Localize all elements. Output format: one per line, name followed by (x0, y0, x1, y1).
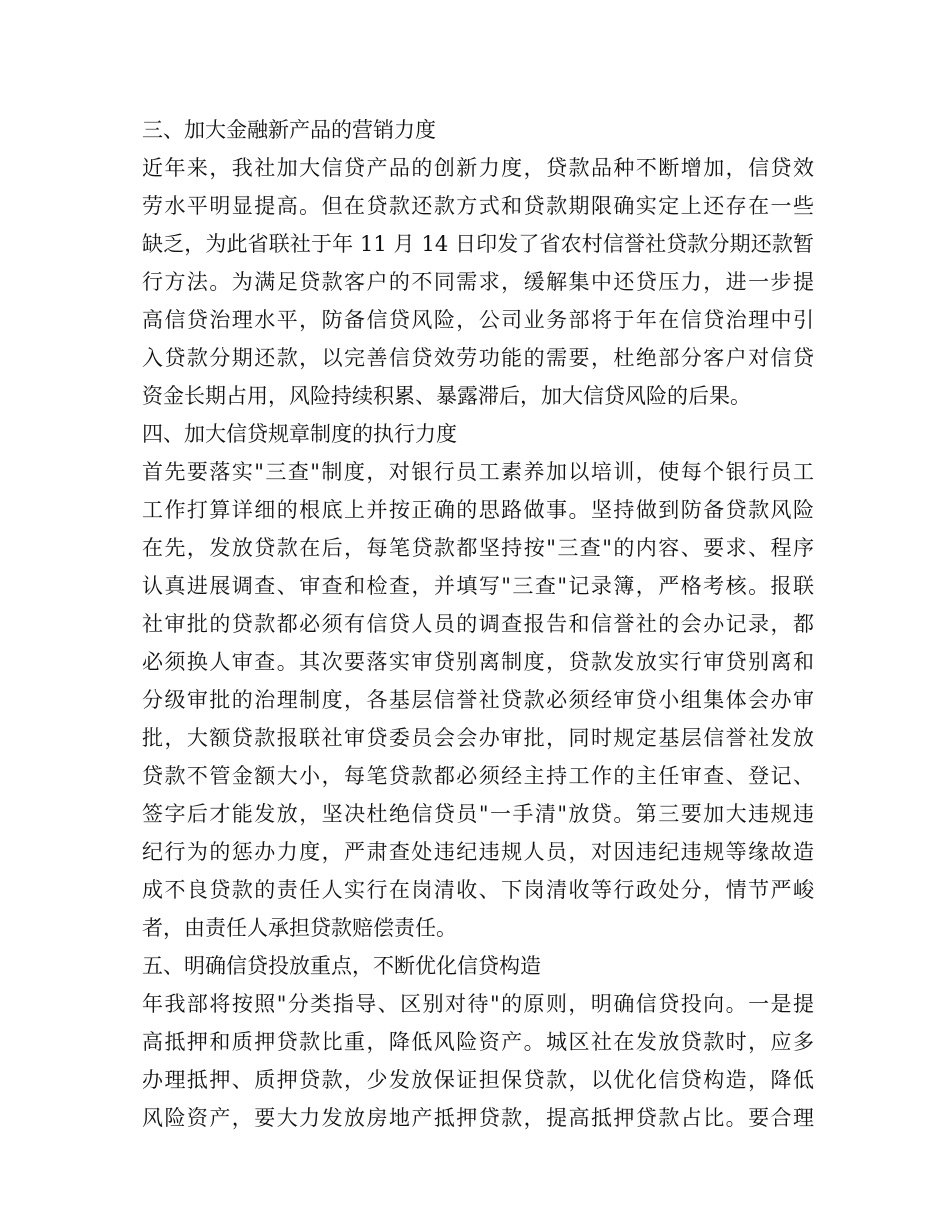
paragraph-line: 在先，发放贷款在后，每笔贷款都坚持按"三查"的内容、要求、程序 (142, 536, 814, 560)
paragraph-line: 批，大额贷款报联社审贷委员会会办审批，同时规定基层信誉社发放 (142, 726, 814, 750)
paragraph-line: 办理抵押、质押贷款，少发放保证担保贷款，以优化信贷构造，降低 (142, 1068, 814, 1092)
paragraph-line: 者，由责任人承担贷款赔偿责任。 (142, 916, 457, 940)
paragraph-line: 纪行为的惩办力度，严肃查处违纪违规人员，对因违纪违规等缘故造 (142, 840, 814, 864)
paragraph-line: 资金长期占用，风险持续积累、暴露滞后，加大信贷风险的后果。 (142, 384, 751, 408)
paragraph-line: 缺乏，为此省联社于年 11 月 14 日印发了省农村信誉社贷款分期还款暂 (142, 232, 814, 256)
paragraph-line: 签字后才能发放，坚决杜绝信贷员"一手清"放贷。第三要加大违规违 (142, 802, 814, 826)
paragraph-line: 高信贷治理水平，防备信贷风险，公司业务部将于年在信贷治理中引 (142, 308, 814, 332)
paragraph-line: 贷款不管金额大小，每笔贷款都必须经主持工作的主任审查、登记、 (142, 764, 814, 788)
paragraph-line: 必须换人审查。其次要落实审贷别离制度，贷款发放实行审贷别离和 (142, 650, 814, 674)
paragraph-line: 工作打算详细的根底上并按正确的思路做事。坚持做到防备贷款风险 (142, 498, 814, 522)
paragraph-line: 高抵押和质押贷款比重，降低风险资产。城区社在发放贷款时，应多 (142, 1030, 814, 1054)
paragraph-line: 成不良贷款的责任人实行在岗清收、下岗清收等行政处分，情节严峻 (142, 878, 814, 902)
paragraph-line: 社审批的贷款都必须有信贷人员的调查报告和信誉社的会办记录，都 (142, 612, 814, 636)
paragraph-line: 风险资产，要大力发放房地产抵押贷款，提高抵押贷款占比。要合理 (142, 1106, 814, 1130)
paragraph-line: 认真进展调查、审查和检查，并填写"三查"记录簿，严格考核。报联 (142, 574, 814, 598)
paragraph-line: 行方法。为满足贷款客户的不同需求，缓解集中还贷压力，进一步提 (142, 270, 814, 294)
section-heading: 五、明确信贷投放重点，不断优化信贷构造 (142, 954, 541, 978)
paragraph-line: 劳水平明显提高。但在贷款还款方式和贷款期限确实定上还存在一些 (142, 194, 814, 218)
paragraph-line: 分级审批的治理制度，各基层信誉社贷款必须经审贷小组集体会办审 (142, 688, 814, 712)
paragraph-line: 入贷款分期还款，以完善信贷效劳功能的需要，杜绝部分客户对信贷 (142, 346, 814, 370)
section-heading: 四、加大信贷规章制度的执行力度 (142, 422, 457, 446)
section-heading: 三、加大金融新产品的营销力度 (142, 118, 436, 142)
paragraph-line: 首先要落实"三查"制度，对银行员工素养加以培训，使每个银行员工 (142, 460, 814, 484)
paragraph-line: 年我部将按照"分类指导、区别对待"的原则，明确信贷投向。一是提 (142, 992, 814, 1016)
paragraph-line: 近年来，我社加大信贷产品的创新力度，贷款品种不断增加，信贷效 (142, 156, 814, 180)
document-body (142, 111, 814, 1137)
